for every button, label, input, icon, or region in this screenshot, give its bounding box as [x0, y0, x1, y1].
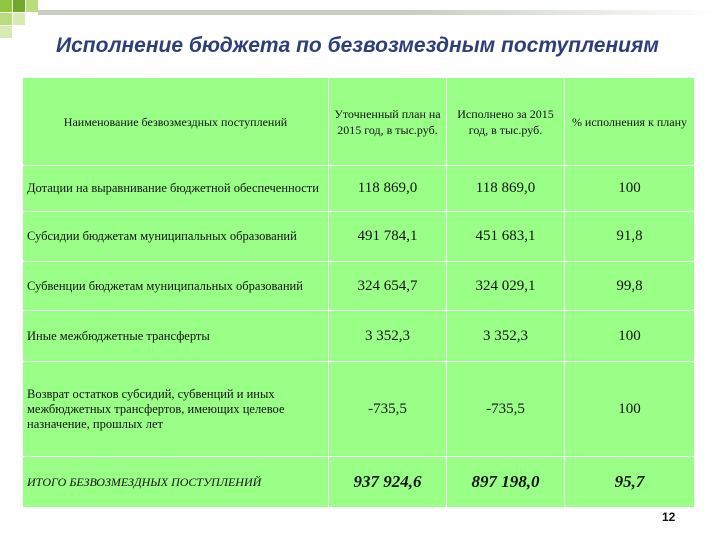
- budget-table: [22, 77, 694, 507]
- header-percent: % исполнения к плану: [565, 78, 695, 166]
- row-done: 118 869,0: [447, 166, 565, 212]
- total-name: ИТОГО БЕЗВОЗМЕЗДНЫХ ПОСТУПЛЕНИЙ: [23, 457, 329, 508]
- table-row: [23, 362, 695, 457]
- header-plan: Уточненный план на 2015 год, в тыс.руб.: [329, 78, 447, 166]
- row-percent: 100: [565, 166, 695, 212]
- row-done: 324 029,1: [447, 262, 565, 311]
- row-plan: 118 869,0: [329, 166, 447, 212]
- table-row: [23, 166, 695, 212]
- row-done: -735,5: [447, 362, 565, 457]
- table-total-row: [23, 457, 695, 508]
- row-plan: 3 352,3: [329, 311, 447, 362]
- table-row: [23, 262, 695, 311]
- row-done: 3 352,3: [447, 311, 565, 362]
- row-name: Субсидии бюджетам муниципальных образований: [23, 212, 329, 262]
- row-percent: 100: [565, 362, 695, 457]
- slide-title: Исполнение бюджета по безвозмездным поступлениям: [56, 34, 659, 57]
- row-percent: 91,8: [565, 212, 695, 262]
- total-done: 897 198,0: [447, 457, 565, 508]
- table-header-row: [23, 78, 695, 166]
- row-percent: 100: [565, 311, 695, 362]
- header-rule: [38, 10, 720, 15]
- header-done: Исполнено за 2015 год, в тыс.руб.: [447, 78, 565, 166]
- row-name: Субвенции бюджетам муниципальных образований: [23, 262, 329, 311]
- row-name: Возврат остатков субсидий, субвенций и иных межбюджетных трансфертов, имеющих целевое назначение, прошлых лет: [23, 362, 329, 457]
- row-name: Иные межбюджетные трансферты: [23, 311, 329, 362]
- table-row: [23, 311, 695, 362]
- row-plan: 491 784,1: [329, 212, 447, 262]
- row-percent: 99,8: [565, 262, 695, 311]
- table-row: [23, 212, 695, 262]
- row-name: Дотации на выравнивание бюджетной обеспеченности: [23, 166, 329, 212]
- row-plan: -735,5: [329, 362, 447, 457]
- total-percent: 95,7: [565, 457, 695, 508]
- total-plan: 937 924,6: [329, 457, 447, 508]
- row-done: 451 683,1: [447, 212, 565, 262]
- page-number: 12: [662, 510, 676, 524]
- header-name: Наименование безвозмездных поступлений: [23, 78, 329, 166]
- row-plan: 324 654,7: [329, 262, 447, 311]
